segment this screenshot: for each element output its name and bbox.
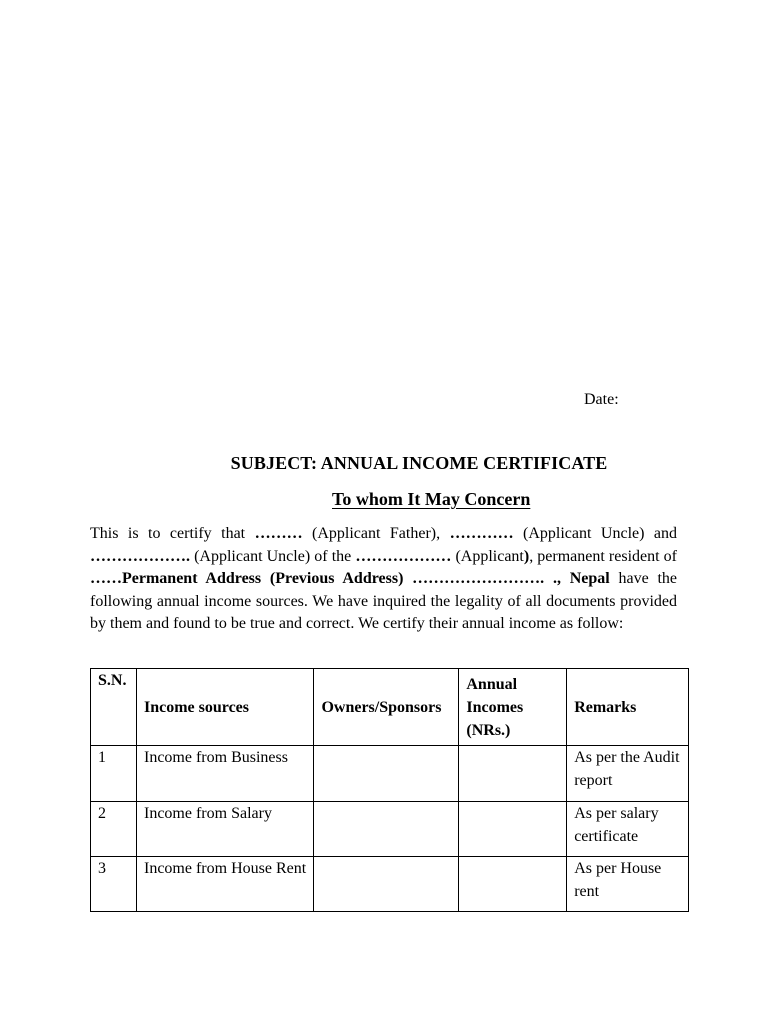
blank-uncle-1: ………… bbox=[449, 525, 514, 542]
subject-heading: SUBJECT: ANNUAL INCOME CERTIFICATE bbox=[230, 453, 608, 473]
cell-annual-income[interactable] bbox=[459, 746, 567, 802]
cell-sn: 2 bbox=[91, 802, 137, 857]
cell-income-source: Income from Business bbox=[136, 746, 313, 802]
header-sn: S.N. bbox=[91, 669, 137, 746]
table-header-row bbox=[91, 669, 689, 746]
para-text-1: This is to certify that bbox=[90, 525, 255, 542]
cell-owners[interactable] bbox=[314, 802, 459, 857]
cell-remarks: As per House rent bbox=[567, 857, 689, 912]
blank-uncle-2: ………………. bbox=[90, 547, 190, 565]
para-text-4: (Applicant Uncle) of the bbox=[190, 547, 356, 565]
para-text-8: have the following annual income sources. We have inquired the legality of all documents provided by them and found to be true and correct. We certify their annual income as follow: bbox=[90, 570, 677, 632]
cell-annual-income[interactable] bbox=[459, 802, 567, 857]
header-income-sources: Income sources bbox=[136, 669, 313, 746]
header-remarks: Remarks bbox=[567, 669, 689, 746]
cell-remarks: As per the Audit report bbox=[567, 746, 689, 802]
para-text-6: , permanent resident of bbox=[529, 547, 678, 565]
table-row bbox=[91, 802, 689, 857]
blank-permanent-address: ……Permanent Address (Previous Address) ……………………. ., bbox=[90, 570, 561, 587]
cell-remarks: As per salary certificate bbox=[567, 802, 689, 857]
cell-annual-income[interactable] bbox=[459, 857, 567, 912]
cell-income-source: Income from Salary bbox=[136, 802, 313, 857]
salutation-heading: To whom It May Concern bbox=[332, 489, 531, 509]
para-text-5: (Applicant bbox=[451, 547, 524, 565]
cell-owners[interactable] bbox=[314, 746, 459, 802]
header-owners-sponsors: Owners/Sponsors bbox=[314, 669, 459, 746]
cell-income-source: Income from House Rent bbox=[136, 857, 313, 912]
para-text-3: (Applicant Uncle) and bbox=[513, 525, 677, 542]
para-text-2: (Applicant Father), bbox=[302, 525, 450, 542]
para-text-7 bbox=[561, 570, 570, 587]
cell-owners[interactable] bbox=[314, 857, 459, 912]
para-bold-paren: ) bbox=[523, 547, 530, 565]
blank-applicant: ……………… bbox=[355, 547, 452, 565]
header-annual-incomes: Annual Incomes (NRs.) bbox=[459, 669, 567, 746]
date-label: Date: bbox=[584, 391, 619, 408]
certification-paragraph bbox=[90, 523, 677, 636]
blank-father: ……… bbox=[254, 525, 303, 542]
cell-sn: 1 bbox=[91, 746, 137, 802]
income-table bbox=[90, 668, 689, 912]
table-row bbox=[91, 746, 689, 802]
table-row bbox=[91, 857, 689, 912]
country-nepal: Nepal bbox=[569, 570, 610, 587]
cell-sn: 3 bbox=[91, 857, 137, 912]
